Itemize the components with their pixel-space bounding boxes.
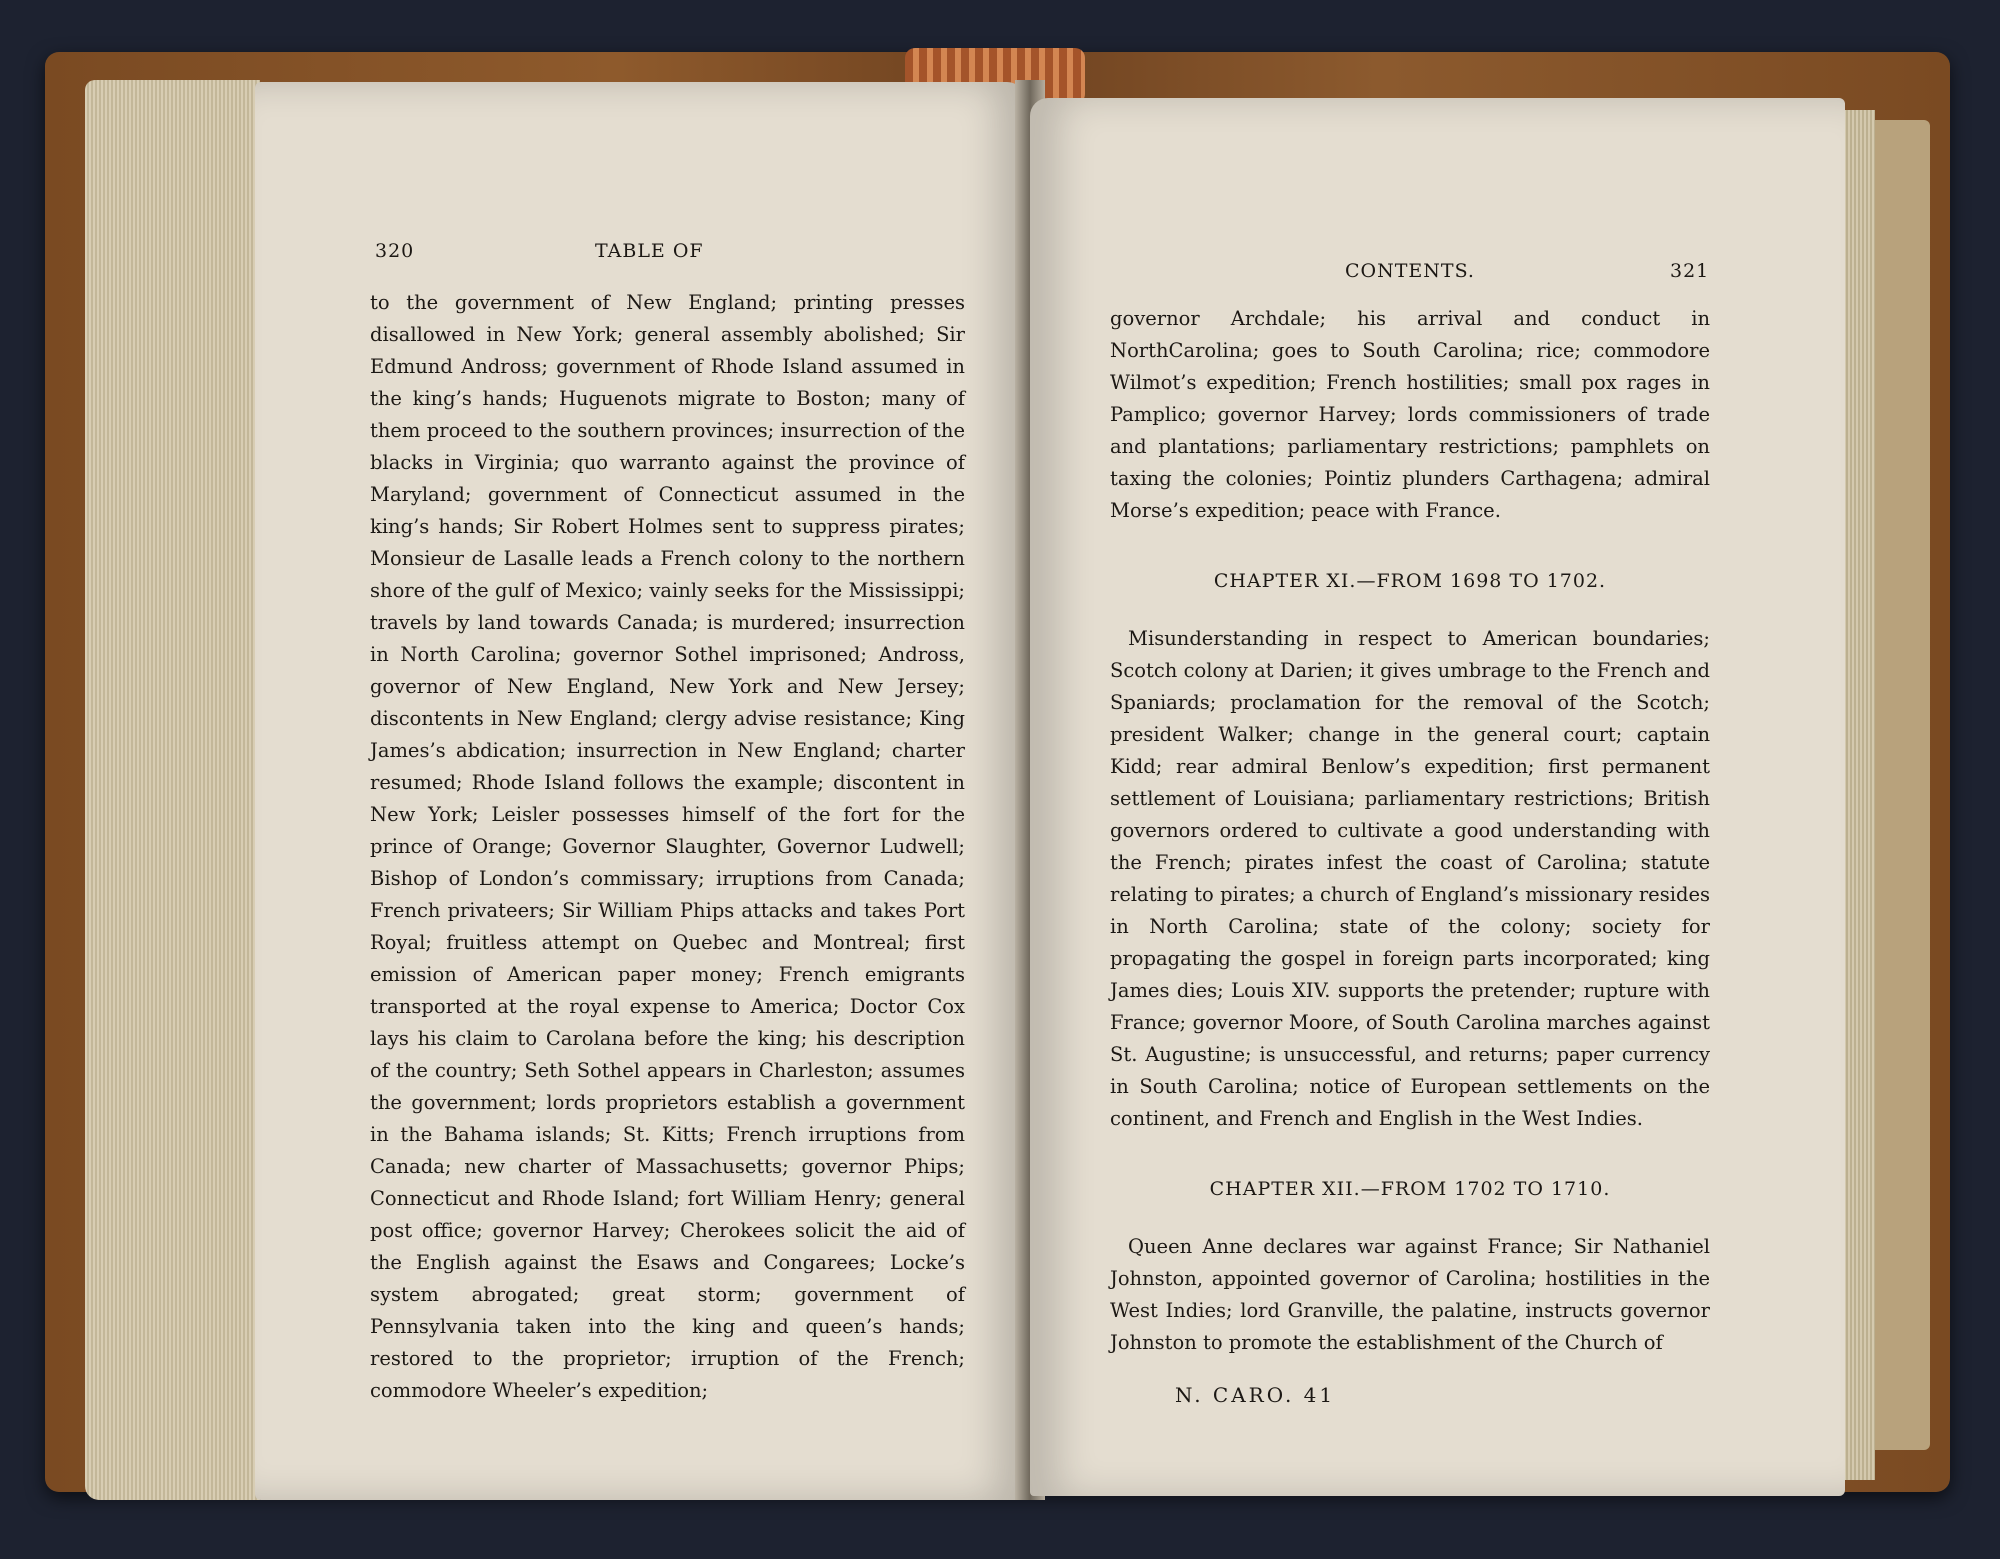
signature-mark: N. CARO. 41 [1175,1383,1336,1407]
left-page [255,82,1025,1500]
right-page-text [1110,303,1710,1359]
chapter-11-paragraph: Misunderstanding in respect to American boundaries; Scotch colony at Darien; it gives umbrage to the French and Spaniards; proclamation for the removal of the Scotch; president Walker; change in the general court; captain Kidd; rear admiral Benlow’s expedition; first permanent settlement of Louisiana; parliamentary restrictions; British governors ordered to cultivate a good understanding with the French; pirates infest the coast of Carolina; statute relating to pirates; a church of England’s missionary resides in North Carolina; state of the colony; society for propagating the gospel in foreign parts incorporated; king James dies; Louis XIV. supports the pretender; rupture with France; governor Moore, of South Carolina marches against St. Augustine; is unsuccessful, and returns; paper currency in South Carolina; notice of European settlements on the continent, and French and English in the West Indies. [1110,627,1710,1130]
continuation-paragraph: governor Archdale; his arrival and conduct in NorthCarolina; goes to South Carolina; rice; commodore Wilmot’s expedition; French hostilities; small pox rages in Pamplico; governor Harvey; lords commissioners of trade and plantations; parliamentary restrictions; pamphlets on taxing the colonies; Pointiz plunders Carthagena; admiral Morse’s expedition; peace with France. [1110,307,1710,522]
page-number-left: 320 [375,240,415,262]
chapter-12-heading: CHAPTER XII.—FROM 1702 TO 1710. [1209,1178,1611,1200]
chapter-11-heading: CHAPTER XI.—FROM 1698 TO 1702. [1213,570,1607,592]
left-paragraph: to the government of New England; printing presses disallowed in New York; general assembly abolished; Sir Edmund Andross; government of Rhode Island assumed in the king’s hands; Huguenots migrate to Boston; many of them proceed to the southern provinces; insurrection of the blacks in Virginia; quo warranto against the province of Maryland; government of Connecticut assumed in the king’s hands; Sir Robert Holmes sent to suppress pirates; Monsieur de Lasalle leads a French colony to the northern shore of the gulf of Mexico; vainly seeks for the Mississippi; travels by land towards Canada; is murdered; insurrection in North Carolina; governor Sothel imprisoned; Andross, governor of New England, New York and New Jersey; discontents in New England; clergy advise resistance; King James’s abdication; insurrection in New England; charter resumed; Rhode Island follows the example; discontent in New York; Leisler possesses himself of the fort for the prince of Orange; Governor Slaughter, Governor Ludwell; Bishop of London’s commissary; irruptions from Canada; French privateers; Sir William Phips attacks and takes Port Royal; fruitless attempt on Quebec and Montreal; first emission of American paper money; French emigrants transported at the royal expense to America; Doctor Cox lays his claim to Carolana before the king; his description of the country; Seth Sothel appears in Charleston; assumes the government; lords proprietors establish a government in the Bahama islands; St. Kitts; French irruptions from Canada; new charter of Massachusetts; governor Phips; Connecticut and Rhode Island; fort William Henry; general post office; governor Harvey; Cherokees solicit the aid of the English against the Esaws and Congarees; Locke’s system abrogated; great storm; government of Pennsylvania taken into the king and queen’s hands; restored to the proprietor; irruption of the French; commodore Wheeler’s expedition; [370,291,965,1402]
page-number-right: 321 [1670,260,1710,282]
right-page [1030,98,1845,1496]
running-head-left: TABLE OF [595,240,704,262]
left-page-text [370,287,965,1407]
page-edges-left [85,80,260,1500]
running-head-right: CONTENTS. [1345,260,1475,282]
chapter-12-paragraph: Queen Anne declares war against France; Sir Nathaniel Johnston, appointed governor of Carolina; hostilities in the West Indies; lord Granville, the palatine, instructs governor Johnston to promote the establishment of the Church of [1110,1235,1710,1354]
